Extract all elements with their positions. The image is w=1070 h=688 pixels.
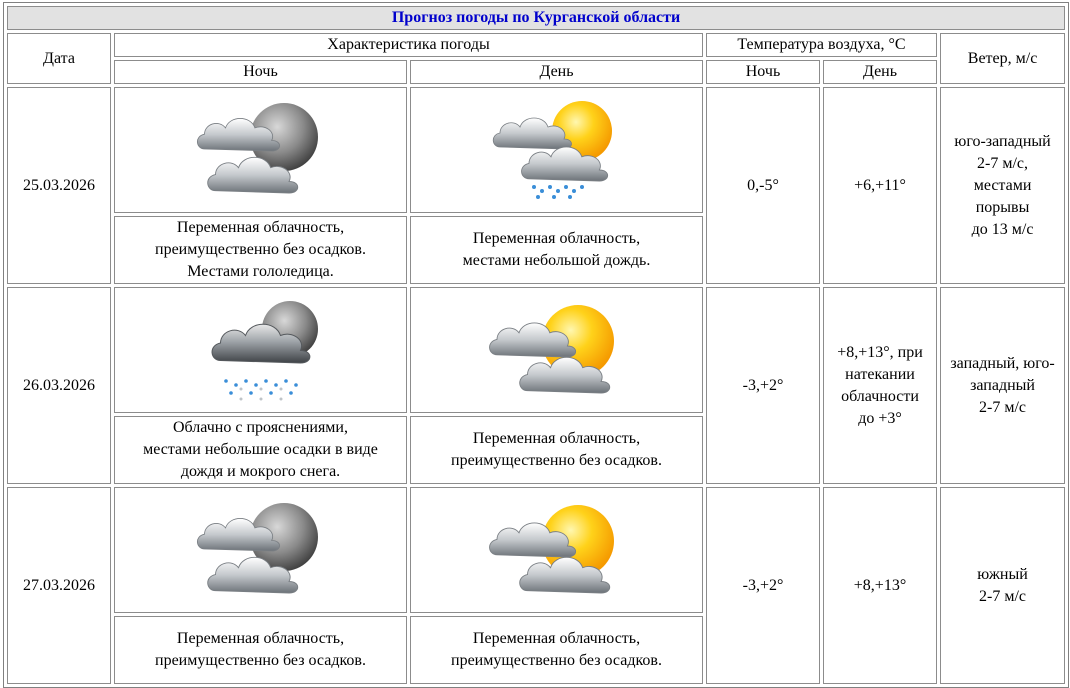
night-icon-cell <box>114 487 407 613</box>
desc-line: Местами гололедица. <box>187 263 334 280</box>
temp-night-cell: -3,+2° <box>706 487 820 684</box>
wind-line: южный <box>977 565 1028 583</box>
temp-day-cell <box>823 287 937 484</box>
date-cell: 27.03.2026 <box>7 487 111 684</box>
wind-line: западный, юго- <box>950 354 1055 372</box>
desc-line: преимущественно без осадков. <box>451 452 662 469</box>
header-temperature: Температура воздуха, °С <box>706 33 937 57</box>
night-icon-cell <box>114 287 407 413</box>
wind-line: юго-западный <box>954 132 1051 150</box>
moon-cloud-sleet-icon <box>186 295 336 405</box>
night-description <box>114 216 407 284</box>
desc-line: Переменная облачность, <box>472 430 641 447</box>
temp-line: до +3° <box>858 409 902 427</box>
wind-line: местами <box>973 176 1032 194</box>
desc-line: Переменная облачность, <box>176 219 345 236</box>
temp-night-cell: -3,+2° <box>706 287 820 484</box>
header-temp-day: День <box>823 60 937 84</box>
desc-line: местами небольшой дождь. <box>462 252 651 269</box>
desc-line: преимущественно без осадков. <box>451 652 662 669</box>
desc-line: Переменная облачность, <box>176 630 345 647</box>
day-icon-cell <box>410 487 703 613</box>
desc-line: местами небольшие осадки в виде <box>143 441 378 458</box>
forecast-title: Прогноз погоды по Курганской области <box>7 6 1065 30</box>
wind-line: 2-7 м/с, <box>977 154 1029 172</box>
sun-cloudy-icon <box>482 495 632 605</box>
header-night: Ночь <box>114 60 407 84</box>
date-cell: 25.03.2026 <box>7 87 111 284</box>
night-description <box>114 416 407 484</box>
forecast-row <box>7 287 1065 413</box>
sun-cloud-rain-icon <box>482 95 632 205</box>
day-description <box>410 216 703 284</box>
wind-line: до 13 м/с <box>971 220 1034 238</box>
moon-cloudy-icon <box>186 95 336 205</box>
desc-line: Переменная облачность, <box>472 630 641 647</box>
desc-line: Облачно с прояснениями, <box>172 419 348 436</box>
temp-day-cell: +6,+11° <box>823 87 937 284</box>
desc-line: преимущественно без осадков. <box>155 652 366 669</box>
moon-cloudy-icon <box>186 495 336 605</box>
header-characteristics: Характеристика погоды <box>114 33 703 57</box>
sun-cloudy-icon <box>482 295 632 405</box>
temp-night-cell: 0,-5° <box>706 87 820 284</box>
desc-line: преимущественно без осадков. <box>155 241 366 258</box>
date-cell: 26.03.2026 <box>7 287 111 484</box>
forecast-table <box>3 2 1069 688</box>
night-description <box>114 616 407 684</box>
temp-day-cell: +8,+13° <box>823 487 937 684</box>
header-day: День <box>410 60 703 84</box>
header-date: Дата <box>7 33 111 84</box>
wind-cell <box>940 487 1065 684</box>
header-temp-night: Ночь <box>706 60 820 84</box>
forecast-row <box>7 487 1065 613</box>
wind-line: 2-7 м/с <box>979 587 1027 605</box>
temp-line: облачности <box>841 387 919 405</box>
header-wind: Ветер, м/с <box>940 33 1065 84</box>
night-icon-cell <box>114 87 407 213</box>
wind-line: западный <box>970 376 1035 394</box>
wind-line: порывы <box>975 198 1030 216</box>
wind-line: 2-7 м/с <box>979 398 1027 416</box>
desc-line: Переменная облачность, <box>472 230 641 247</box>
temp-line: +8,+13°, при <box>837 343 923 361</box>
day-description <box>410 416 703 484</box>
desc-line: дождя и мокрого снега. <box>180 463 341 480</box>
temp-line: натекании <box>845 365 915 383</box>
day-icon-cell <box>410 287 703 413</box>
wind-cell <box>940 287 1065 484</box>
day-description <box>410 616 703 684</box>
day-icon-cell <box>410 87 703 213</box>
forecast-row <box>7 87 1065 213</box>
wind-cell <box>940 87 1065 284</box>
